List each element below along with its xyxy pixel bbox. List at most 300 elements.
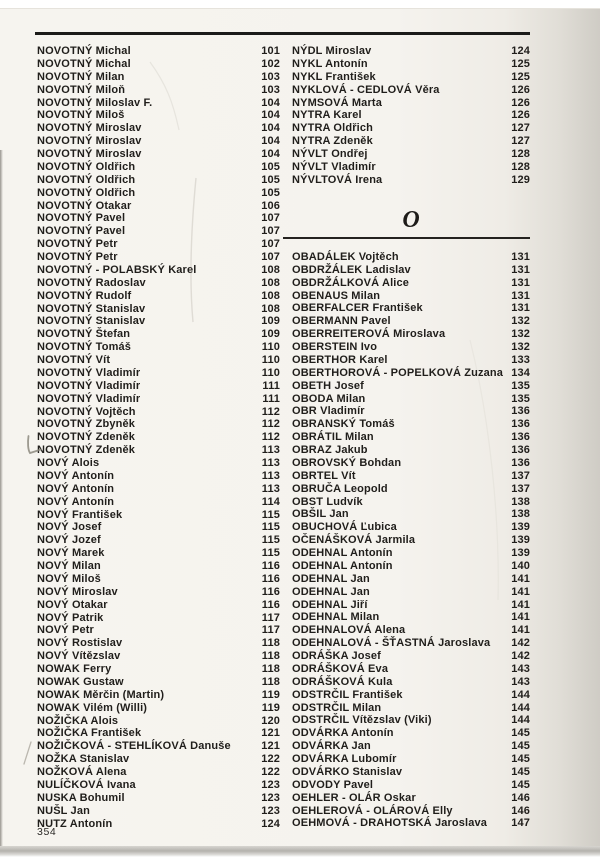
index-entry	[292, 740, 530, 753]
entry-page-number: 118	[261, 663, 280, 675]
entry-page-number: 132	[511, 315, 530, 328]
index-entry	[37, 393, 280, 406]
entry-name: OBST Ludvík	[292, 495, 363, 508]
entry-name: NOVOTNÝ Otakar	[37, 199, 132, 212]
index-entry	[37, 805, 280, 818]
entry-name: NOVÝ Vítězslav	[37, 650, 121, 663]
entry-page-number: 104	[261, 135, 280, 148]
entry-page-number: 144	[511, 688, 530, 701]
header-rule	[35, 32, 530, 35]
entry-name: NOVOTNÝ Miroslav	[37, 148, 142, 160]
entry-page-number: 139	[511, 534, 530, 547]
entry-page-number: 108	[261, 263, 280, 276]
entry-name: NOVOTNÝ Vít	[37, 354, 111, 366]
entry-name: NUTZ Antonín	[37, 817, 113, 830]
entry-page-number: 122	[261, 766, 280, 778]
entry-page-number: 125	[511, 70, 530, 83]
index-entry	[292, 328, 530, 341]
index-entry	[37, 740, 280, 753]
index-entry	[37, 753, 280, 766]
entry-page-number: 126	[511, 96, 530, 109]
index-entry	[37, 406, 280, 419]
entry-page-number: 142	[511, 650, 530, 663]
entry-page-number: 115	[261, 521, 280, 534]
entry-page-number: 133	[511, 353, 530, 366]
entry-name: NOŽIČKA František	[37, 727, 142, 740]
entry-name: NOVOTNÝ Vladimír	[37, 366, 141, 379]
entry-page-number: 128	[511, 160, 530, 173]
entry-name: ODEHNAL Jan	[292, 585, 370, 598]
entry-name: NYTRA Karel	[292, 109, 362, 122]
entry-name: NOVOTNÝ Oldřich	[37, 186, 136, 199]
entry-page-number: 132	[511, 341, 530, 354]
entry-name: NOVOTNÝ - POLABSKÝ Karel	[37, 263, 197, 276]
entry-name: OBROVSKÝ Bohdan	[292, 456, 402, 469]
entry-name: ODVODY Pavel	[292, 778, 374, 791]
entry-page-number: 125	[511, 57, 530, 70]
entry-page-number: 121	[261, 727, 280, 740]
index-entry	[292, 766, 530, 779]
entry-page-number: 108	[261, 276, 280, 289]
entry-name: NOVOTNÝ Pavel	[37, 225, 126, 238]
index-entry	[37, 109, 280, 122]
index-entry	[37, 457, 280, 470]
entry-name: NOVOTNÝ Zbyněk	[37, 418, 136, 431]
index-entry	[292, 599, 530, 612]
entry-name: NOVÝ Antonín	[37, 495, 115, 508]
entry-page-number: 136	[511, 444, 530, 457]
entry-name: NYTRA Zdeněk	[292, 135, 373, 148]
entry-name: OBRAZ Jakub	[292, 444, 368, 457]
entry-name: OEHLEROVÁ - OLÁROVÁ Elly	[292, 804, 453, 817]
entry-page-number: 111	[262, 392, 280, 405]
entry-page-number: 105	[261, 186, 280, 199]
entry-name: NOVOTNÝ Michal	[37, 45, 131, 57]
entry-name: NUSKA Bohumil	[37, 791, 125, 804]
index-entry	[37, 341, 280, 354]
entry-name: NOVÝ Patrik	[37, 611, 104, 624]
entry-page-number: 141	[511, 598, 530, 611]
index-entry	[292, 302, 530, 315]
index-entry	[37, 161, 280, 174]
entry-page-number: 108	[261, 302, 280, 315]
entry-name: OBUCHOVÁ Ľubica	[292, 521, 397, 534]
index-entry	[292, 393, 530, 406]
entry-page-number: 131	[511, 250, 530, 263]
entry-page-number: 145	[511, 727, 530, 740]
entry-name: NOVOTNÝ Petr	[37, 251, 118, 263]
entry-page-number: 135	[511, 379, 530, 392]
entry-page-number: 137	[511, 469, 530, 482]
index-entry	[37, 547, 280, 560]
entry-name: NÝVLT Vladimír	[292, 160, 376, 173]
index-entry	[292, 470, 530, 483]
entry-page-number: 117	[261, 611, 280, 624]
entry-page-number: 136	[511, 456, 530, 469]
index-entry	[37, 650, 280, 663]
entry-name: ODEHNAL Jan	[292, 572, 370, 585]
entry-name: NOVOTNÝ Vojtěch	[37, 405, 136, 418]
entry-page-number: 142	[511, 637, 530, 650]
index-entry	[292, 109, 530, 122]
entry-page-number: 127	[511, 122, 530, 135]
index-entry	[37, 367, 280, 380]
index-entry	[37, 97, 280, 110]
entry-page-number: 104	[261, 109, 280, 122]
index-entry	[37, 560, 280, 573]
entry-page-number: 123	[261, 778, 280, 791]
entry-name: ODSTRČIL Vítězslav (Viki)	[292, 714, 432, 727]
index-entry	[37, 573, 280, 586]
entry-name: ODVÁRKA Antonín	[292, 727, 394, 740]
entry-name: NOVÝ Milan	[37, 560, 101, 572]
index-entry	[292, 702, 530, 715]
entry-name: OEHLER - OLÁR Oskar	[292, 791, 416, 804]
index-entry	[292, 380, 530, 393]
entry-name: NYKL Antonín	[292, 57, 368, 70]
entry-page-number: 118	[261, 650, 280, 663]
entry-name: NYKL František	[292, 70, 376, 83]
entry-name: NOVOTNÝ Pavel	[37, 212, 126, 225]
entry-name: ODEHNAL Antonín	[292, 547, 393, 560]
index-entry	[37, 483, 280, 496]
entry-page-number: 109	[261, 315, 280, 328]
entry-page-number: 119	[261, 701, 280, 714]
entry-name: ODEHNAL Milan	[292, 611, 380, 624]
entry-page-number: 116	[261, 585, 280, 598]
index-entry	[292, 560, 530, 573]
entry-name: NÝVLT Ondřej	[292, 148, 368, 160]
entry-page-number: 139	[511, 521, 530, 534]
entry-page-number: 106	[261, 199, 280, 212]
index-entry	[292, 264, 530, 277]
entry-name: OBADÁLEK Vojtěch	[292, 250, 399, 263]
entry-name: NOWAK Vilém (Willi)	[37, 701, 148, 714]
entry-page-number: 145	[511, 765, 530, 778]
index-entry	[292, 84, 530, 97]
index-entry	[37, 354, 280, 367]
entry-name: OBENAUS Milan	[292, 289, 381, 302]
entry-page-number: 105	[261, 160, 280, 173]
entry-name: NOVÝ Antonín	[37, 482, 115, 495]
index-entry	[37, 71, 280, 84]
entry-page-number: 139	[511, 547, 530, 560]
index-entry	[292, 161, 530, 174]
index-entry	[292, 637, 530, 650]
entry-page-number: 120	[261, 714, 280, 727]
entry-page-number: 138	[511, 495, 530, 508]
index-entry	[292, 135, 530, 148]
entry-page-number: 134	[511, 366, 530, 379]
index-entry	[37, 251, 280, 264]
entry-name: OBR Vladimír	[292, 405, 365, 418]
index-entry	[292, 689, 530, 702]
entry-name: NYMSOVÁ Marta	[292, 96, 382, 109]
entry-name: ODVÁRKO Stanislav	[292, 765, 403, 778]
entry-page-number: 117	[261, 624, 280, 637]
index-entry	[292, 483, 530, 496]
entry-page-number: 107	[261, 251, 280, 263]
index-entry	[292, 508, 530, 521]
index-entry	[292, 624, 530, 637]
entry-name: NOWAK Ferry	[37, 663, 112, 675]
index-entry	[37, 122, 280, 135]
index-entry	[37, 148, 280, 161]
entry-page-number: 104	[261, 96, 280, 109]
entry-name: ODEHNALOVÁ - ŠŤASTNÁ Jaroslava	[292, 637, 491, 650]
entry-name: NOVOTNÝ Miloš	[37, 109, 125, 122]
index-entry	[37, 58, 280, 71]
entry-name: NOVÝ Antonín	[37, 469, 115, 482]
index-entry	[37, 315, 280, 328]
entry-page-number: 145	[511, 753, 530, 766]
entry-name: ODEHNAL Antonín	[292, 559, 393, 572]
entry-name: NOVÝ Jozef	[37, 534, 101, 547]
index-entry	[37, 174, 280, 187]
index-entry	[292, 534, 530, 547]
index-entry	[37, 290, 280, 303]
entry-page-number: 116	[261, 598, 280, 611]
entry-name: NÝDL Miroslav	[292, 45, 372, 57]
index-entry	[292, 354, 530, 367]
index-entry	[292, 676, 530, 689]
entry-page-number: 128	[511, 148, 530, 160]
index-entry	[37, 689, 280, 702]
index-entry	[37, 663, 280, 676]
entry-name: NOVOTNÝ Zdeněk	[37, 444, 136, 457]
entry-page-number: 103	[261, 70, 280, 83]
entry-page-number: 113	[261, 444, 280, 457]
entry-name: NOVOTNÝ Milan	[37, 70, 125, 83]
index-entry	[37, 418, 280, 431]
index-entry	[37, 264, 280, 277]
index-entry	[292, 547, 530, 560]
entry-page-number: 122	[261, 753, 280, 766]
entry-page-number: 131	[511, 302, 530, 315]
entry-page-number: 143	[511, 662, 530, 675]
index-entry	[37, 135, 280, 148]
entry-page-number: 129	[511, 173, 530, 186]
entry-name: NOVOTNÝ Oldřich	[37, 160, 136, 173]
index-entry	[292, 251, 530, 264]
entry-page-number: 126	[511, 109, 530, 122]
entry-name: NOVÝ Petr	[37, 624, 94, 637]
index-left-column	[37, 45, 280, 830]
entry-page-number: 107	[261, 238, 280, 251]
entry-page-number: 131	[511, 263, 530, 276]
entry-name: NOVOTNÝ Vladimír	[37, 392, 141, 405]
index-entry	[37, 779, 280, 792]
entry-name: ODSTRČIL Milan	[292, 701, 382, 714]
entry-page-number: 112	[261, 405, 280, 418]
entry-name: NOVOTNÝ Vladimír	[37, 379, 141, 392]
entry-name: NOWAK Měrčin (Martin)	[37, 688, 165, 701]
index-entry	[37, 586, 280, 599]
entry-page-number: 113	[261, 482, 280, 495]
entry-page-number: 116	[261, 572, 280, 585]
entry-name: NOVÝ Alois	[37, 457, 100, 469]
entry-page-number: 115	[261, 508, 280, 521]
entry-name: NOVÝ Miroslav	[37, 585, 118, 598]
entry-page-number: 138	[511, 508, 530, 521]
entry-page-number: 146	[511, 804, 530, 817]
index-entry	[37, 509, 280, 522]
entry-name: OBDRŽÁLEK Ladislav	[292, 263, 411, 276]
entry-name: NOVOTNÝ Radoslav	[37, 276, 146, 289]
index-entry	[292, 444, 530, 457]
entry-page-number: 110	[261, 354, 280, 366]
entry-name: NOVOTNÝ Michal	[37, 57, 131, 70]
index-entry	[37, 187, 280, 200]
entry-name: NOVOTNÝ Tomáš	[37, 341, 132, 354]
entry-page-number: 107	[261, 212, 280, 225]
index-entry	[292, 405, 530, 418]
page-bottom-edge-shadow	[0, 846, 600, 857]
entry-name: NYKLOVÁ - CEDLOVÁ Věra	[292, 83, 440, 96]
entry-page-number: 136	[511, 431, 530, 444]
entry-name: NUŠL Jan	[37, 804, 90, 817]
index-entry	[37, 84, 280, 97]
entry-name: NOVÝ František	[37, 508, 123, 521]
index-entry	[37, 496, 280, 509]
entry-page-number: 119	[261, 688, 280, 701]
index-entry	[292, 817, 530, 830]
entry-name: NOVOTNÝ Petr	[37, 238, 118, 251]
entry-name: NOVOTNÝ Stanislav	[37, 302, 146, 315]
index-entry	[292, 727, 530, 740]
entry-name: OBRANSKÝ Tomáš	[292, 418, 395, 431]
entry-page-number: 136	[511, 418, 530, 431]
entry-name: NYTRA Oldřich	[292, 122, 373, 135]
entry-name: NOVÝ Josef	[37, 521, 102, 534]
entry-page-number: 144	[511, 714, 530, 727]
entry-name: NOVOTNÝ Štefan	[37, 328, 131, 341]
entry-page-number: 115	[261, 547, 280, 560]
index-entry	[37, 637, 280, 650]
entry-name: OBERFALCER František	[292, 302, 423, 315]
section-heading-o: O	[402, 207, 420, 233]
section-heading-rule	[283, 237, 530, 239]
entry-name: NOVOTNÝ Stanislav	[37, 315, 146, 328]
entry-page-number: 103	[261, 83, 280, 96]
entry-name: NOVÝ Otakar	[37, 598, 108, 611]
entry-page-number: 118	[261, 675, 280, 688]
entry-name: OBRUČA Leopold	[292, 482, 388, 495]
page-number: 354	[37, 826, 57, 838]
index-entry	[292, 290, 530, 303]
entry-name: NOŽIČKA Alois	[37, 714, 119, 727]
entry-page-number: 141	[511, 572, 530, 585]
entry-name: OBERTHOROVÁ - POPELKOVÁ Zuzana	[292, 366, 504, 379]
entry-page-number: 107	[261, 225, 280, 238]
index-entry	[37, 624, 280, 637]
entry-name: ODRÁŠKOVÁ Kula	[292, 675, 393, 688]
entry-page-number: 137	[511, 482, 530, 495]
entry-name: NOVOTNÝ Zdeněk	[37, 431, 136, 444]
index-entry	[292, 779, 530, 792]
entry-page-number: 113	[261, 457, 280, 469]
index-entry	[292, 573, 530, 586]
entry-name: OČENÁŠKOVÁ Jarmila	[292, 534, 416, 547]
entry-name: OBRÁTIL Milan	[292, 431, 374, 444]
entry-page-number: 146	[511, 791, 530, 804]
index-entry	[292, 431, 530, 444]
index-entry	[292, 650, 530, 663]
index-right-column	[292, 45, 530, 837]
entry-page-number: 140	[511, 559, 530, 572]
entry-page-number: 135	[511, 392, 530, 405]
page-left-edge-shadow	[0, 150, 3, 846]
entry-page-number: 124	[261, 817, 280, 830]
entry-page-number: 108	[261, 289, 280, 302]
index-entry	[37, 444, 280, 457]
entry-name: ODRÁŠKOVÁ Eva	[292, 662, 389, 675]
index-entry	[37, 277, 280, 290]
index-entry	[292, 341, 530, 354]
entry-page-number: 118	[261, 637, 280, 650]
index-entry	[292, 45, 530, 58]
index-right-o-list	[292, 251, 530, 830]
entry-page-number: 145	[511, 778, 530, 791]
index-entry	[37, 470, 280, 483]
index-entry	[292, 315, 530, 328]
entry-name: OBERREITEROVÁ Miroslava	[292, 328, 446, 341]
entry-name: NOVOTNÝ Oldřich	[37, 173, 136, 186]
entry-page-number: 141	[511, 611, 530, 624]
entry-page-number: 147	[511, 817, 530, 830]
index-entry	[292, 792, 530, 805]
index-entry	[37, 766, 280, 779]
index-entry	[292, 367, 530, 380]
entry-name: ODSTRČIL František	[292, 688, 403, 701]
entry-page-number: 112	[261, 418, 280, 431]
entry-name: NOŽIČKOVÁ - STEHLÍKOVÁ Danuše	[37, 740, 231, 753]
index-entry	[292, 753, 530, 766]
index-entry	[292, 663, 530, 676]
entry-name: OBERSTEIN Ivo	[292, 341, 378, 354]
index-entry	[37, 612, 280, 625]
entry-page-number: 116	[261, 560, 280, 572]
entry-page-number: 131	[511, 276, 530, 289]
index-entry	[292, 174, 530, 187]
entry-name: NOŽKOVÁ Alena	[37, 766, 127, 778]
index-entry	[37, 521, 280, 534]
index-entry	[37, 599, 280, 612]
entry-name: ODVÁRKA Lubomír	[292, 753, 397, 766]
entry-name: OBRTEL Vít	[292, 469, 356, 482]
entry-page-number: 111	[262, 379, 280, 392]
index-entry	[292, 148, 530, 161]
index-entry	[292, 418, 530, 431]
entry-page-number: 101	[261, 45, 280, 57]
entry-page-number: 126	[511, 83, 530, 96]
index-entry	[292, 71, 530, 84]
entry-page-number: 131	[511, 289, 530, 302]
index-entry	[37, 380, 280, 393]
entry-name: NOWAK Gustaw	[37, 675, 124, 688]
index-entry	[37, 727, 280, 740]
index-entry	[292, 58, 530, 71]
index-entry	[292, 277, 530, 290]
index-entry	[292, 496, 530, 509]
index-entry	[37, 534, 280, 547]
entry-name: NOŽKA Stanislav	[37, 753, 130, 766]
index-right-n-list	[292, 45, 530, 187]
entry-page-number: 114	[261, 495, 280, 508]
entry-name: NOVOTNÝ Miroslav	[37, 122, 142, 135]
index-entry	[292, 457, 530, 470]
index-entry	[37, 818, 280, 831]
